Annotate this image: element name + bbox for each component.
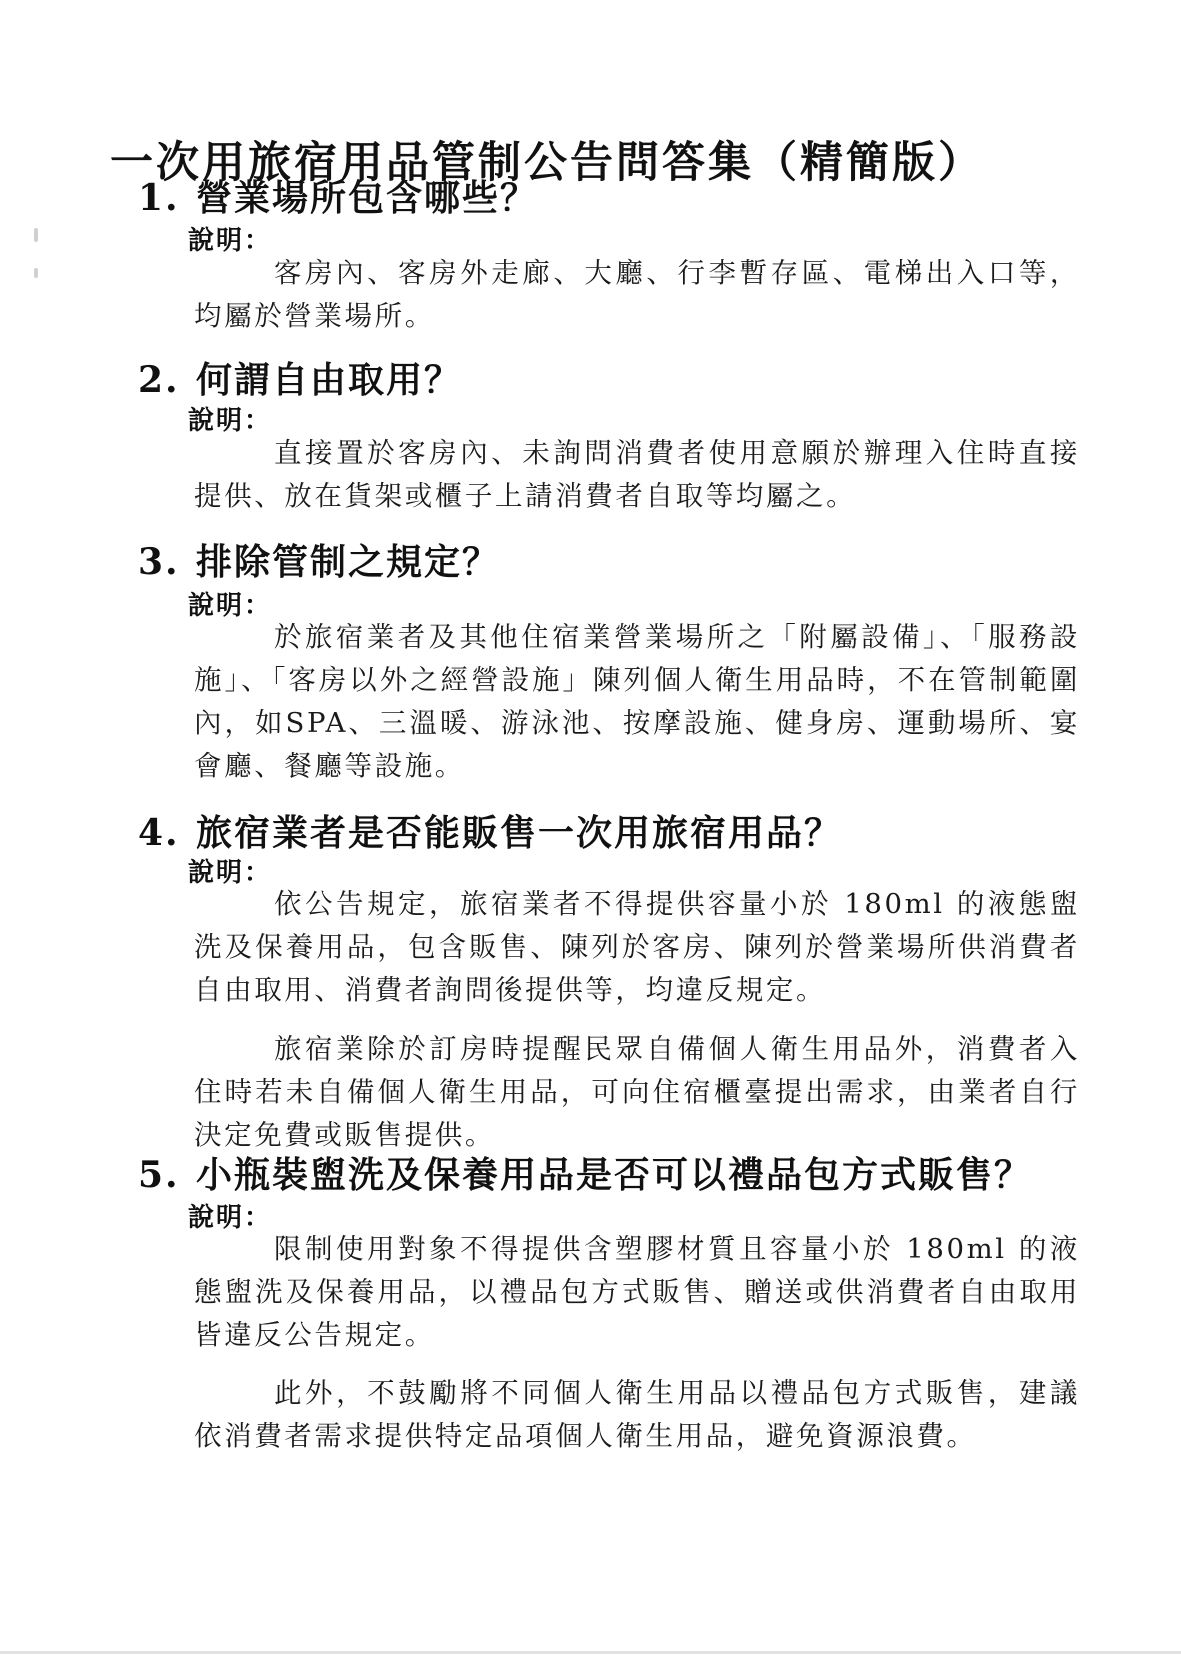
explain-label: 說明：: [188, 226, 273, 256]
explain-label: 說明：: [188, 591, 273, 621]
answer-paragraph: 直接置於客房內、未詢問消費者使用意願於辦理入住時直接提供、放在貨架或櫃子上請消費者自取等均屬之。: [194, 437, 1080, 512]
answer-paragraph: 客房內、客房外走廊、大廳、行李暫存區、電梯出入口等，均屬於營業場所。: [194, 257, 1080, 332]
question-number: 2.: [138, 359, 180, 401]
question-heading: [138, 170, 538, 221]
question-number: 4.: [138, 812, 180, 854]
question-heading: [138, 534, 500, 585]
scan-artifact: [34, 268, 38, 278]
question-heading: [138, 805, 842, 856]
explain-label: 說明：: [188, 858, 273, 888]
question-number: 5.: [138, 1154, 180, 1196]
scan-artifact: [34, 228, 38, 242]
question-text: 營業場所包含哪些？: [196, 177, 539, 219]
question-heading: [138, 352, 462, 403]
document-title: 一次用旅宿用品管制公告問答集（精簡版）: [110, 137, 984, 188]
question-text: 旅宿業者是否能販售一次用旅宿用品？: [196, 812, 843, 854]
answer-paragraph: 旅宿業除於訂房時提醒民眾自備個人衛生用品外，消費者入住時若未自備個人衛生用品，可向住宿櫃臺提出需求，由業者自行決定免費或販售提供。: [194, 1033, 1080, 1151]
question-text: 排除管制之規定？: [196, 541, 501, 583]
question-heading: [138, 1147, 1032, 1198]
explain-label: 說明：: [188, 1203, 273, 1233]
question-number: 1.: [138, 177, 180, 219]
question-text: 何謂自由取用？: [196, 359, 463, 401]
answer-paragraph: 於旅宿業者及其他住宿業營業場所之「附屬設備」、「服務設施」、「客房以外之經營設施」陳列個人衛生用品時，不在管制範圍內，如SPA、三溫暖、游泳池、按摩設施、健身房、運動場所、宴會廳、餐廳等設施。: [194, 621, 1080, 782]
explain-label: 說明：: [188, 406, 273, 436]
answer-paragraph: 此外，不鼓勵將不同個人衛生用品以禮品包方式販售，建議依消費者需求提供特定品項個人衛生用品，避免資源浪費。: [194, 1377, 1080, 1452]
answer-paragraph: 限制使用對象不得提供含塑膠材質且容量小於 180ml 的液態盥洗及保養用品，以禮品包方式販售、贈送或供消費者自由取用皆違反公告規定。: [194, 1233, 1080, 1351]
question-number: 3.: [138, 541, 180, 583]
page-bottom-edge: [0, 1651, 1181, 1654]
question-text: 小瓶裝盥洗及保養用品是否可以禮品包方式販售？: [196, 1154, 1033, 1196]
answer-paragraph: 依公告規定，旅宿業者不得提供容量小於 180ml 的液態盥洗及保養用品，包含販售、陳列於客房、陳列於營業場所供消費者自由取用、消費者詢問後提供等，均違反規定。: [194, 888, 1080, 1006]
